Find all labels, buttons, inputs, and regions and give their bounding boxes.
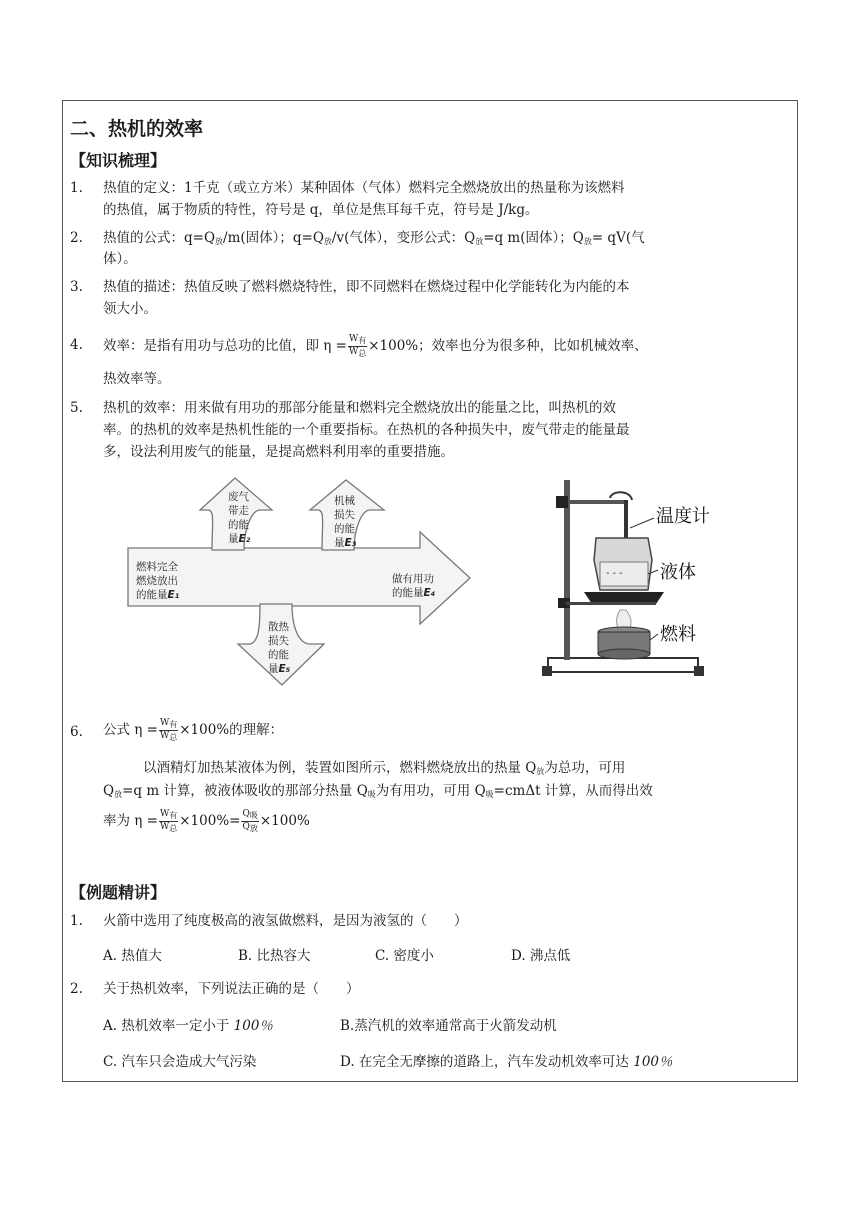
item-text: 体）。 [103, 251, 137, 267]
option-c[interactable]: C. 汽车只会造成大气污染 [103, 1054, 257, 1070]
input-label-3: 的能量E₁ [136, 589, 180, 601]
thermometer-label: 温度计 [656, 506, 710, 527]
mech-label-3: 的能 [334, 523, 355, 535]
option-b[interactable]: B.蒸汽机的效率通常高于火箭发动机 [340, 1018, 557, 1034]
item-number: 4. [70, 337, 83, 353]
heat-label-2: 损失 [268, 635, 289, 647]
item-number: 3. [70, 279, 83, 295]
fuel-label: 燃料 [660, 624, 696, 645]
efficiency-formula: 效率：是指有用功与总功的比值，即 η = $\frac{\text{W有}}{\text{W总}}$ ×100%；效率也分为很多种，比如机械效率、 [103, 334, 648, 358]
knowledge-heading: 【知识梳理】 [70, 151, 167, 170]
item-number: 5. [70, 400, 83, 416]
question-number: 1. [70, 913, 83, 929]
useful-label-1: 做有用功 [392, 573, 434, 585]
question-text: 关于热机效率，下列说法正确的是（ ） [103, 981, 360, 997]
item-text: 热值的描述：热值反映了燃料燃烧特性，即不同燃料在燃烧过程中化学能转化为内能的本 [103, 279, 630, 295]
item-text: 率。的热机的效率是热机性能的一个重要指标。在热机的各种损失中，废气带走的能量最 [103, 422, 630, 438]
question-number: 2. [70, 981, 83, 997]
exhaust-label-4: 量E₂ [228, 533, 251, 545]
option-d[interactable]: D. 沸点低 [511, 948, 571, 964]
item-text: 热值的公式：$q=Q_放/m$(固体）；$q=Q_放/v$(气体），变形公式：$Q_放=q$ m(固体）；$Q_放= qV$(气 [103, 230, 645, 246]
input-label-1: 燃料完全 [136, 561, 178, 573]
option-c[interactable]: C. 密度小 [375, 948, 434, 964]
item-number: 1. [70, 180, 83, 196]
option-a[interactable]: A. 热机效率一定小于 100％ [103, 1018, 273, 1034]
svg-text:- - -: - - - [606, 568, 623, 579]
energy-flow-diagram [120, 470, 480, 710]
exhaust-label-1: 废气 [228, 491, 249, 503]
heat-label-4: 量E₅ [268, 663, 291, 675]
heating-apparatus [540, 470, 750, 690]
section-title: 二、热机的效率 [70, 118, 204, 140]
mech-label-2: 损失 [334, 509, 355, 521]
item-text: 多，设法利用废气的能量，是提高燃料利用率的重要措施。 [103, 444, 454, 460]
liquid-label: 液体 [660, 562, 696, 583]
item-text: 热值的定义：1千克（或立方米）某种固体（气体）燃料完全燃烧放出的热量称为该燃料 [103, 180, 625, 196]
item-number: 6. [70, 724, 83, 740]
item-number: 2. [70, 230, 83, 246]
exhaust-label-2: 带走 [228, 505, 249, 517]
mech-label-1: 机械 [334, 495, 355, 507]
item-text: 热效率等。 [103, 371, 171, 387]
input-label-2: 燃烧放出 [136, 575, 178, 587]
explanation-line: $Q_放=q$ m 计算，被液体吸收的那部分热量 $Q_吸$为有用功，可用 $Q_吸=cm\Delta t$ 计算，从而得出效 [103, 783, 653, 799]
mech-label-4: 量E₃ [334, 537, 357, 549]
formula-understanding: 公式 η = $\frac{\text{W有}}{\text{W总}}$ ×100%的理解： [103, 718, 284, 742]
stand-base [548, 658, 698, 672]
item-text: 的热值，属于物质的特性，符号是 q，单位是焦耳每千克，符号是 J/kg。 [103, 202, 539, 218]
exhaust-label-3: 的能 [228, 519, 249, 531]
heat-label-1: 散热 [268, 621, 289, 633]
question-text: 火箭中选用了纯度极高的液氢做燃料，是因为液氢的（ ） [103, 913, 468, 929]
item-text: 领大小。 [103, 301, 157, 317]
examples-heading: 【例题精讲】 [70, 883, 167, 902]
option-a[interactable]: A. 热值大 [103, 948, 162, 964]
option-b[interactable]: B. 比热容大 [238, 948, 311, 964]
explanation-line: 以酒精灯加热某液体为例，装置如图所示，燃料燃烧放出的热量 $Q_放$为总功，可用 [143, 760, 626, 776]
useful-label-2: 的能量E₄ [392, 587, 436, 599]
efficiency-derivation: 率为 η = $\frac{\text{W有}}{\text{W总}}$ ×100%= $\frac{\text{Q吸}}{\text{Q放}}$ ×100% [103, 809, 310, 833]
heat-label-3: 的能 [268, 649, 289, 661]
item-text: 热机的效率：用来做有用功的那部分能量和燃料完全燃烧放出的能量之比，叫热机的效 [103, 400, 616, 416]
option-d[interactable]: D. 在完全无摩擦的道路上，汽车发动机效率可达 100％ [340, 1054, 673, 1070]
